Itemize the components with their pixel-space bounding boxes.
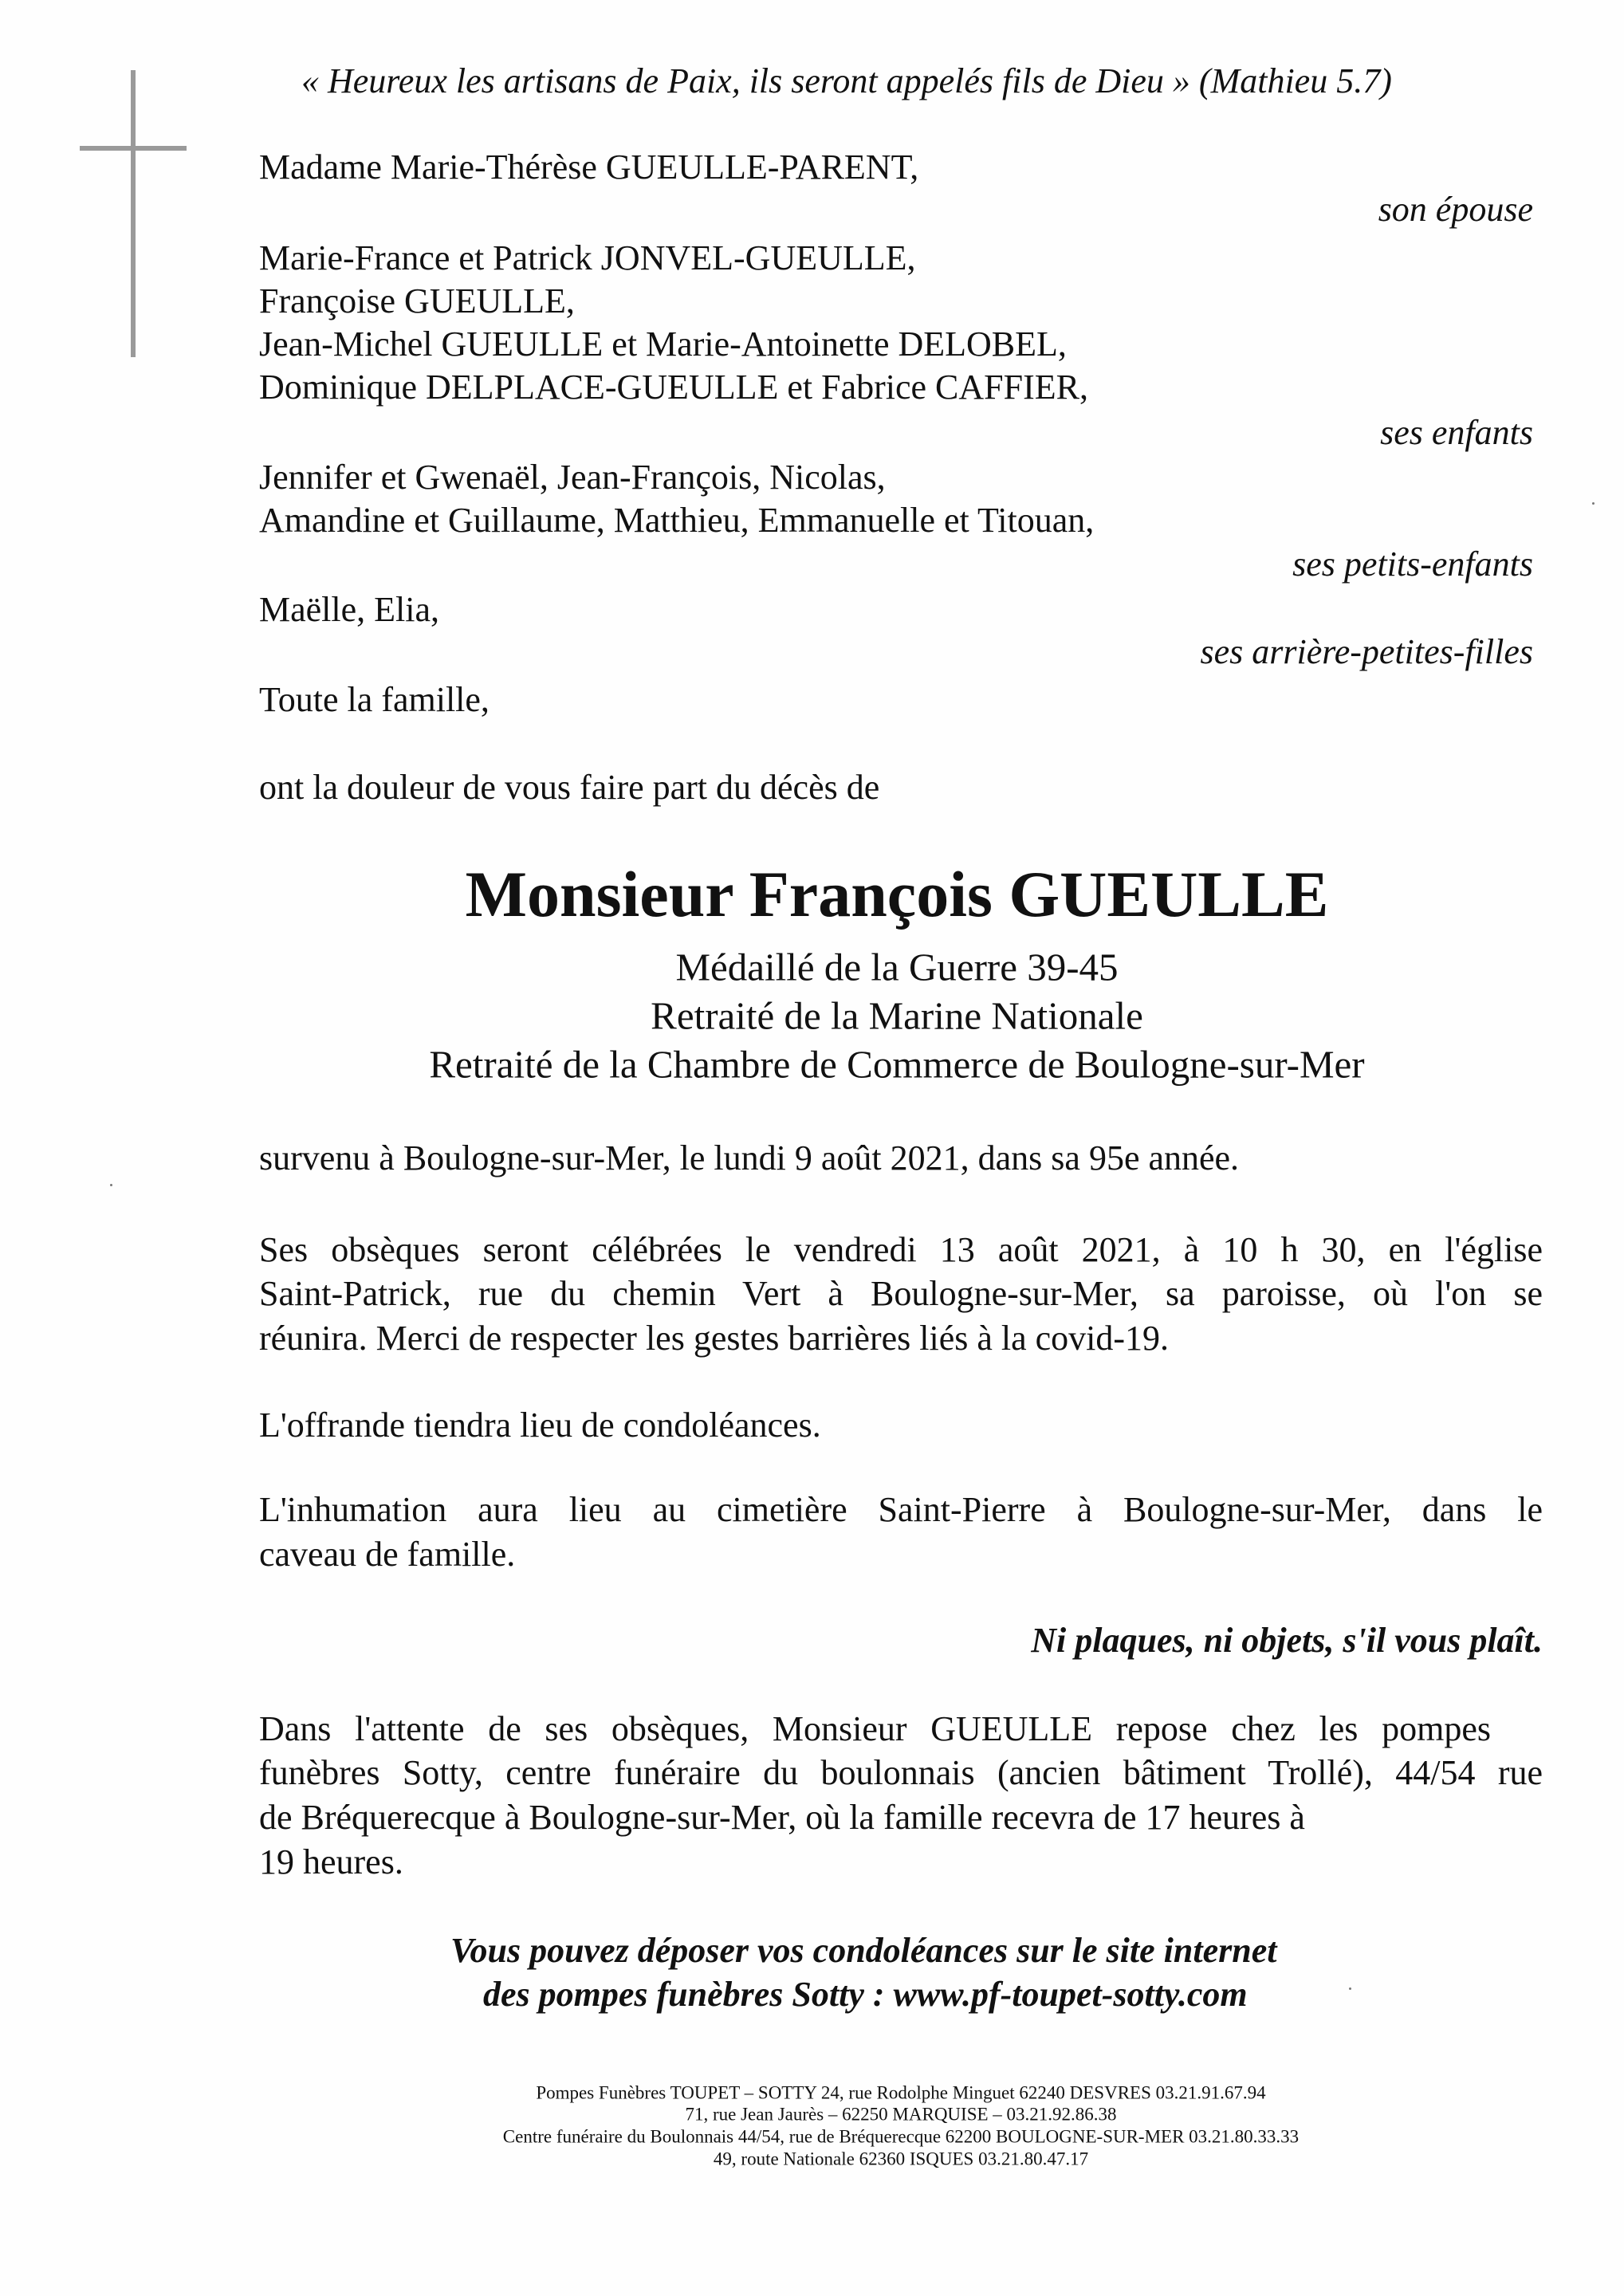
visitation-paragraph-line: Dans l'attente de ses obsèques, Monsieur GUEULLE repose chez les pompes — [259, 1709, 1491, 1748]
footer-address-line: Pompes Funèbres TOUPET – SOTTY 24, rue Rodolphe Minguet 62240 DESVRES 03.21.91.67.94 — [536, 2082, 1266, 2103]
burial-paragraph-line: L'inhumation aura lieu au cimetière Saint-Pierre à Boulogne-sur-Mer, dans le — [259, 1490, 1543, 1529]
visitation-paragraph-line: funèbres Sotty, centre funéraire du boulonnais (ancien bâtiment Trollé), 44/54 rue — [259, 1753, 1543, 1792]
announcement-text: ont la douleur de vous faire part du décès de — [259, 768, 880, 807]
scan-speck — [110, 1184, 112, 1186]
funeral-paragraph-line: réunira. Merci de respecter les gestes barrières liés à la covid-19. — [259, 1319, 1170, 1358]
scan-speck — [1592, 502, 1595, 505]
death-notice: survenu à Boulogne-sur-Mer, le lundi 9 août 2021, dans sa 95e année. — [259, 1138, 1240, 1177]
relation-label-grandchildren: ses petits-enfants — [1292, 545, 1533, 584]
all-family: Toute la famille, — [259, 680, 490, 719]
relation-label-great-grandchildren: ses arrière-petites-filles — [1200, 632, 1533, 671]
epigraph-quote: « Heureux les artisans de Paix, ils seront appelés fils de Dieu » (Mathieu 5.7) — [301, 61, 1392, 100]
burial-paragraph-line: caveau de famille. — [259, 1535, 516, 1574]
visitation-paragraph-line: de Bréquerecque à Boulogne-sur-Mer, où la famille recevra de 17 heures à — [259, 1798, 1305, 1837]
offering-text: L'offrande tiendra lieu de condoléances. — [259, 1406, 821, 1445]
child-name: Jean-Michel GUEULLE et Marie-Antoinette DELOBEL, — [259, 324, 1067, 364]
cross-vertical-bar — [131, 70, 136, 357]
no-flowers-request: Ni plaques, ni objets, s'il vous plaît. — [1031, 1621, 1543, 1660]
relation-label-children: ses enfants — [1380, 413, 1533, 452]
child-name: Dominique DELPLACE-GUEULLE et Fabrice CAFFIER, — [259, 368, 1088, 407]
great-grandchildren-names: Maëlle, Elia, — [259, 590, 440, 629]
scan-speck — [1349, 1987, 1351, 1990]
condolences-line: Vous pouvez déposer vos condoléances sur le site internet — [450, 1931, 1277, 1970]
child-name: Françoise GUEULLE, — [259, 281, 575, 320]
footer-address-line: Centre funéraire du Boulonnais 44/54, rue de Bréquerecque 62200 BOULOGNE-SUR-MER 03.21.80.33.33 — [502, 2126, 1300, 2147]
footer-address-line: 49, route Nationale 62360 ISQUES 03.21.80.47.17 — [713, 2149, 1089, 2169]
visitation-paragraph-line: 19 heures. — [259, 1842, 403, 1881]
grandchildren-names: Amandine et Guillaume, Matthieu, Emmanuelle et Titouan, — [259, 501, 1095, 540]
relation-label-spouse: son épouse — [1378, 190, 1533, 229]
spouse-name: Madame Marie-Thérèse GUEULLE-PARENT, — [259, 147, 919, 187]
child-name: Marie-France et Patrick JONVEL-GUEULLE, — [259, 238, 916, 277]
distinction: Retraité de la Marine Nationale — [651, 993, 1143, 1038]
distinction: Médaillé de la Guerre 39-45 — [675, 945, 1119, 989]
funeral-paragraph-line: Ses obsèques seront célébrées le vendredi 13 août 2021, à 10 h 30, en l'église — [259, 1230, 1543, 1269]
condolences-website-line[interactable]: des pompes funèbres Sotty : www.pf-toupet-sotty.com — [483, 1975, 1248, 2014]
funeral-paragraph-line: Saint-Patrick, rue du chemin Vert à Boulogne-sur-Mer, sa paroisse, où l'on se — [259, 1274, 1543, 1313]
cross-horizontal-bar — [80, 146, 187, 151]
distinction: Retraité de la Chambre de Commerce de Boulogne-sur-Mer — [429, 1042, 1365, 1087]
deceased-name: Monsieur François GUEULLE — [465, 858, 1329, 930]
footer-address-line: 71, rue Jean Jaurès – 62250 MARQUISE – 03.21.92.86.38 — [685, 2104, 1117, 2125]
grandchildren-names: Jennifer et Gwenaël, Jean-François, Nicolas, — [259, 458, 886, 497]
